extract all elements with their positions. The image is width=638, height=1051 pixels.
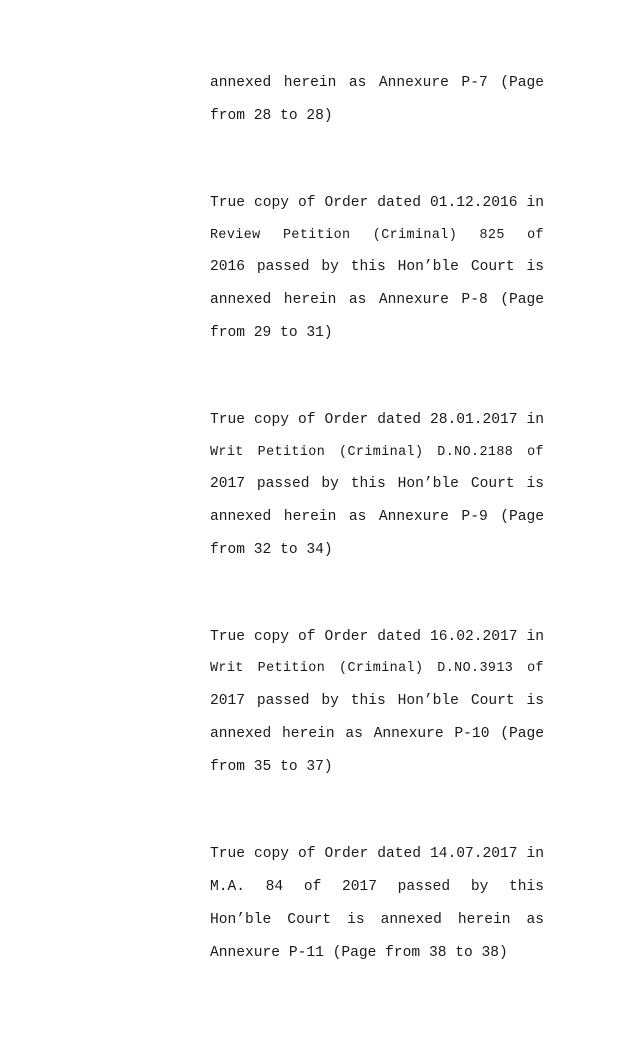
paragraph-line: True copy of Order dated 28.01.2017 in [210,412,544,428]
paragraph-line: Writ Petition (Criminal) D.NO.2188 of [210,445,544,460]
paragraph-line: annexed herein as Annexure P-9 (Page [210,509,544,525]
paragraph-line: from 32 to 34) [210,542,333,558]
paragraph-line: Review Petition (Criminal) 825 of [210,228,544,243]
paragraph-line: 2017 passed by this Hon’ble Court is [210,476,544,492]
paragraph-line: M.A. 84 of 2017 passed by this [210,879,544,895]
paragraph-line: from 28 to 28) [210,108,333,124]
paragraph-line: Writ Petition (Criminal) D.NO.3913 of [210,661,544,676]
paragraph-line: annexed herein as Annexure P-8 (Page [210,292,544,308]
paragraph-line: True copy of Order dated 01.12.2016 in [210,195,544,211]
paragraph-line: Annexure P-11 (Page from 38 to 38) [210,945,508,961]
paragraph-line: 2017 passed by this Hon’ble Court is [210,693,544,709]
paragraph-line: from 35 to 37) [210,759,333,775]
paragraph-line: Hon’ble Court is annexed herein as [210,912,544,928]
paragraph-line: True copy of Order dated 14.07.2017 in [210,846,544,862]
paragraph-line: annexed herein as Annexure P-10 (Page [210,726,544,742]
paragraph-line: annexed herein as Annexure P-7 (Page [210,75,544,91]
paragraph-line: True copy of Order dated 16.02.2017 in [210,629,544,645]
paragraph-line: 2016 passed by this Hon’ble Court is [210,259,544,275]
paragraph-line: from 29 to 31) [210,325,333,341]
